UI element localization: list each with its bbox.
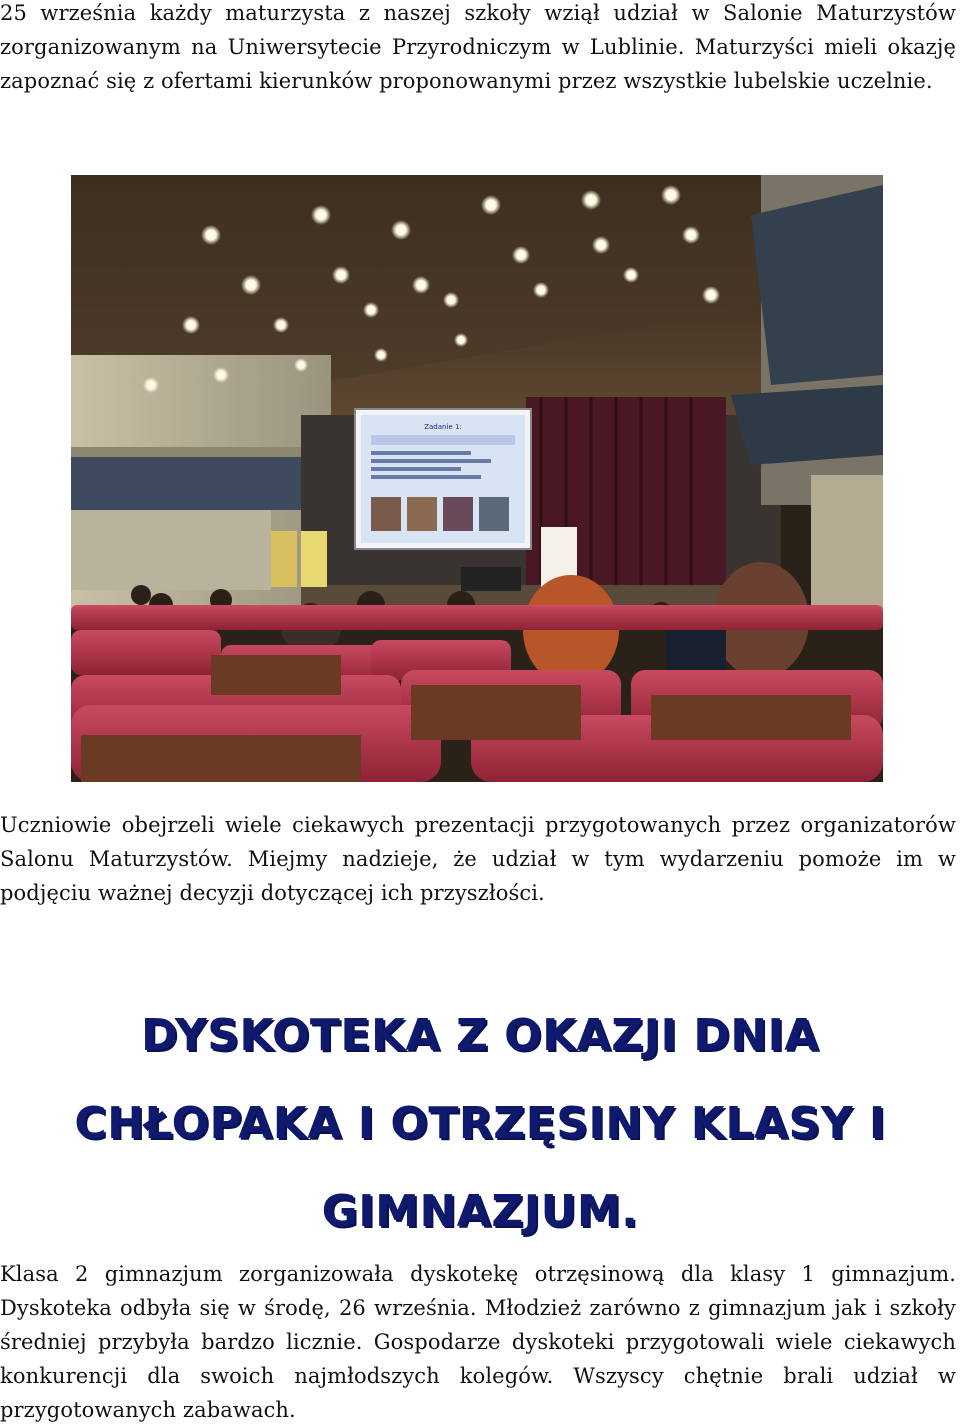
presentations-paragraph: Uczniowie obejrzeli wiele ciekawych prezentacji przygotowanych przez organizatorów Salonu Maturzystów. Miejmy nadzieje, że udział w tym wydarzeniu pomoże im w podjęciu ważnej decyzji dotyczącej ich przyszłości. [0, 813, 956, 905]
section-heading: DYSKOTEKA Z OKAZJI DNIA CHŁOPAKA I OTRZĘSINY KLASY I GIMNAZJUM. [74, 1010, 886, 1237]
disco-paragraph: Klasa 2 gimnazjum zorganizowała dyskotekę otrzęsinową dla klasy 1 gimnazjum. Dyskoteka odbyła się w środę, 26 września. Młodzież zarówno z gimnazjum jak i szkoły średniej przybyła bardzo licznie. Gospodarze dyskoteki przygotowali wiele ciekawych konkurencji dla swoich najmłodszych kolegów. Wszyscy chętnie brali udział w przygotowanych zabawach. [0, 1262, 956, 1422]
intro-paragraph: 25 września każdy maturzysta z naszej szkoły wziął udział w Salonie Maturzystów zorganizowanym na Uniwersytecie Przyrodniczym w Lublinie. Maturzyści mieli okazję zapoznać się z ofertami kierunków proponowanymi przez wszystkie lubelskie uczelnie. [0, 1, 956, 93]
auditorium-photo [71, 175, 883, 782]
slide-title: Zadanie 1: [424, 423, 462, 431]
